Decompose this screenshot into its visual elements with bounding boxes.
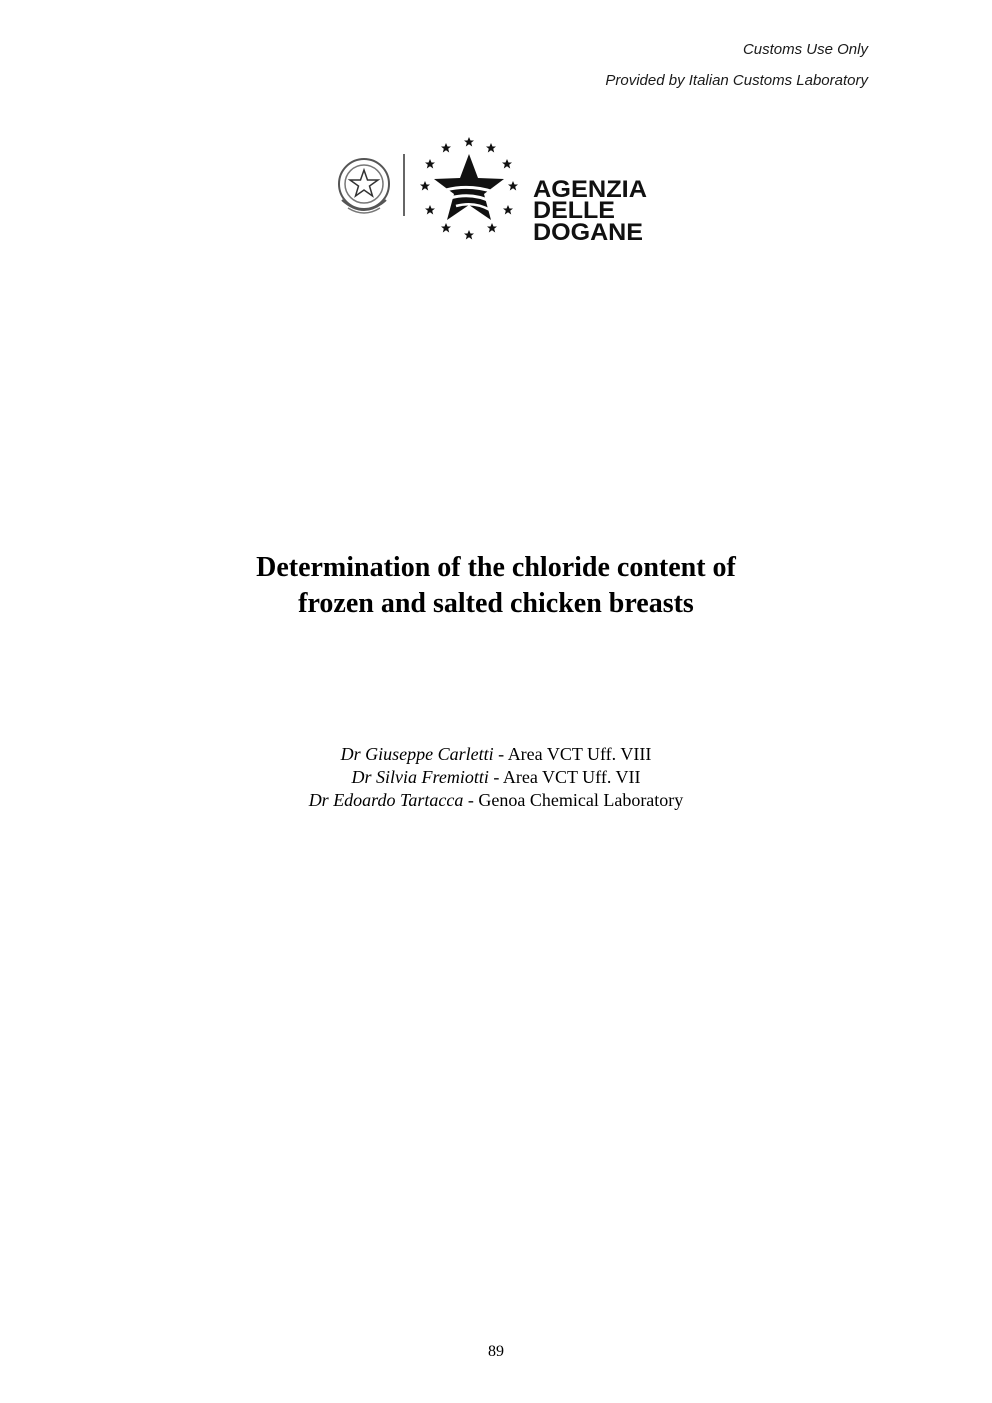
title-line-2: frozen and salted chicken breasts	[298, 588, 694, 619]
author-line	[146, 789, 846, 812]
author-affiliation: Area VCT Uff. VIII	[507, 744, 652, 764]
author-separator: -	[488, 767, 503, 787]
agenzia-dogane-wordmark	[533, 176, 647, 246]
central-star-icon	[434, 154, 504, 220]
author-line	[146, 743, 846, 766]
title-line-1: Determination of the chloride content of	[256, 552, 736, 583]
authors-list	[146, 743, 846, 812]
author-affiliation: Area VCT Uff. VII	[502, 767, 641, 787]
wordmark-line-3: DOGANE	[533, 219, 643, 246]
author-name: Dr Giuseppe Carletti	[340, 744, 494, 764]
header-customs-use-only: Customs Use Only	[742, 41, 868, 58]
document-title	[146, 550, 846, 622]
page-number: 89	[488, 1343, 504, 1360]
author-line	[146, 766, 846, 789]
italian-republic-emblem-icon	[339, 159, 389, 213]
wordmark-line-2: DELLE	[533, 197, 615, 224]
author-separator: -	[463, 790, 479, 810]
author-name: Dr Edoardo Tartacca	[308, 790, 464, 810]
author-affiliation: Genoa Chemical Laboratory	[478, 790, 684, 810]
wordmark-line-1: AGENZIA	[533, 176, 647, 203]
author-name: Dr Silvia Fremiotti	[351, 767, 489, 787]
header-provided-by: Provided by Italian Customs Laboratory	[605, 72, 868, 89]
author-separator: -	[493, 744, 508, 764]
agenzia-dogane-logo	[334, 134, 674, 246]
